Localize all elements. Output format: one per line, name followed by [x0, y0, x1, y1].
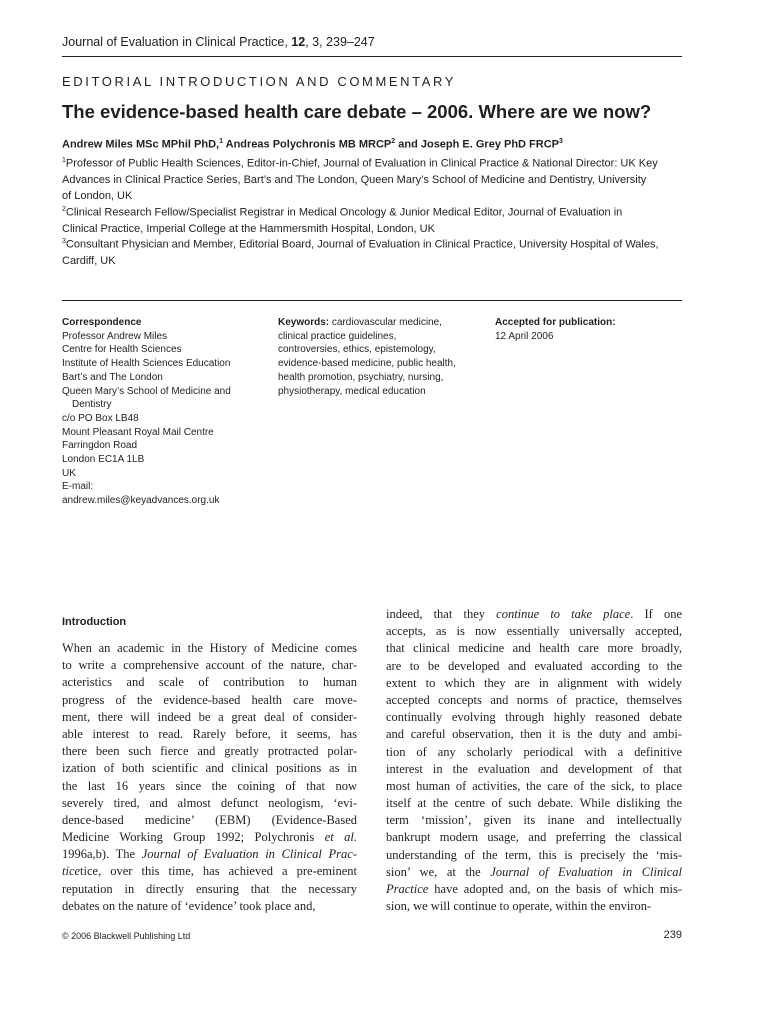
author-affil-mark: 2: [391, 138, 396, 145]
journal-issue-pages: , 3, 239–247: [305, 35, 375, 49]
body-line: ment, there will indeed be a great deal of consider-: [62, 709, 357, 724]
body-line: Practice have adopted and, on the basis of which mis-: [386, 882, 682, 896]
body-line: and careful observation, then it is the duty and ambi-: [386, 727, 682, 742]
affiliation-line: $^3$Consultant Physician and Member, Editorial Board, Journal of Evaluation in Clinical Practice, University Hospital of Wales,: [62, 238, 659, 251]
body-line: acteristics and scale of contribution to human: [62, 675, 357, 690]
affiliation-line: Advances in Clinical Practice Series, Bart’s and The London, Queen Mary’s School of Medicine and Dentistry, University: [62, 173, 647, 186]
body-line: severely tired, and almost defunct neologism, ‘evi-: [62, 795, 357, 810]
affiliation-1: [62, 153, 687, 204]
body-line: extent to which they are in alignment with widely: [386, 675, 682, 690]
journal-citation: [62, 35, 375, 49]
keywords-heading: Keywords:: [278, 317, 330, 328]
body-line: 1996a,b). The Journal of Evaluation in Clinical Prac-: [62, 847, 357, 862]
body-line: ticetice, over this time, has achieved a pre-eminent: [62, 864, 357, 879]
page-number: 239: [663, 929, 682, 941]
keyword-line: physiotherapy, medical education: [278, 385, 426, 397]
et-al: et al.: [324, 830, 358, 845]
keywords-block: [278, 316, 488, 398]
body-line: progress of the evidence-based health care move-: [62, 692, 357, 707]
affiliation-3: [62, 234, 687, 269]
body-line: interest in the evaluation and development of that: [386, 761, 682, 776]
correspondence-line: Queen Mary’s School of Medicine and: [62, 385, 231, 397]
affiliation-mark: 2: [62, 206, 66, 213]
body-line: tion of any scholarly periodical with a definitive: [386, 744, 682, 759]
body-line: bankrupt modern usage, and preferring the classical: [386, 830, 682, 845]
body-line: most human of activities, the care of the sick, to place: [386, 778, 682, 793]
correspondence-line: Professor Andrew Miles: [62, 330, 168, 342]
author-affil-mark: 3: [559, 138, 563, 145]
journal-italic: Journal of Evaluation in Clinical: [490, 864, 682, 879]
affiliation-line: $^2$Clinical Research Fellow/Specialist Registrar in Medical Oncology & Junior Medical Editor, Journal of Evaluation in: [62, 206, 623, 219]
body-line: sion, we will continue to operate, within the environ-: [386, 899, 652, 914]
body-line: are to be developed and evaluated according to the: [386, 658, 682, 673]
affiliation-line: $^1$Professor of Public Health Sciences, Editor-in-Chief, Journal of Evaluation in Clinical Practice & National Director: UK Key: [62, 157, 658, 170]
body-left-column: [62, 640, 357, 915]
author-list: [62, 138, 563, 151]
author-name: and Joseph E. Grey PhD FRCP: [395, 138, 560, 151]
introduction-heading: Introduction: [62, 616, 127, 628]
correspondence-line: Centre for Health Sciences: [62, 344, 182, 356]
correspondence-line: London EC1A 1LB: [62, 454, 145, 466]
accepted-date: 12 April 2006: [495, 330, 554, 342]
keyword-line: health promotion, psychiatry, nursing,: [278, 371, 444, 383]
correspondence-heading: Correspondence: [62, 317, 142, 328]
journal-italic: Journal of Evaluation in Clinical Prac-: [141, 847, 357, 862]
body-line: ization of both scientific and clinical positions as in: [62, 761, 357, 776]
author-affil-mark: 1: [219, 138, 223, 145]
header-rule: [62, 56, 682, 57]
correspondence-line: c/o PO Box LB48: [62, 412, 139, 424]
body-line: Medicine Working Group 1992; Polychronis et al.: [62, 830, 358, 845]
correspondence-line: Bart’s and The London: [62, 371, 163, 383]
metadata-rule: [62, 300, 682, 301]
body-line: dence-based medicine’ (EBM) (Evidence-Based: [62, 812, 357, 827]
affiliation-2: [62, 202, 687, 237]
correspondence-line: E-mail:: [62, 481, 94, 493]
body-line: there been such fierce and greatly protracted polar-: [62, 744, 357, 759]
keyword-line: clinical practice guidelines,: [278, 330, 397, 342]
body-line: that clinical medicine and health care more broadly,: [386, 641, 682, 656]
body-line: continually evolving through highly reasoned debate: [386, 710, 682, 725]
body-line: term ‘mission’, given its inane and intellectually: [386, 813, 682, 828]
affiliation-line: Cardiff, UK: [62, 254, 116, 267]
journal-italic: tice: [62, 864, 81, 879]
affiliation-line: of London, UK: [62, 189, 133, 202]
keyword-line: cardiovascular medicine,: [331, 317, 442, 328]
journal-name: Journal of Evaluation in Clinical Practice,: [62, 35, 288, 49]
body-line: debates on the nature of ‘evidence’ took place and,: [62, 898, 316, 913]
affiliation-mark: 1: [62, 157, 66, 164]
correspondence-line: Dentistry: [72, 399, 112, 411]
body-line: sion’ we, at the Journal of Evaluation in Clinical: [386, 864, 682, 879]
journal-italic: Practice: [386, 882, 429, 896]
body-line: reputation in directly ensuring that the necessary: [62, 881, 357, 896]
accepted-heading: Accepted for publication:: [495, 317, 616, 328]
keyword-line: evidence-based medicine, public health,: [278, 358, 456, 370]
body-line: accepted concepts and norms of practice, themselves: [386, 692, 682, 707]
body-line: able interest to read. Rarely before, it seems, has: [62, 726, 357, 741]
email-link[interactable]: andrew.miles@keyadvances.org.uk: [62, 495, 220, 507]
correspondence-line: Farringdon Road: [62, 440, 138, 452]
correspondence-line: UK: [62, 467, 76, 479]
section-label: EDITORIAL INTRODUCTION AND COMMENTARY: [62, 74, 457, 89]
body-line: indeed, that they continue to take place. If one: [386, 607, 682, 621]
author-name: Andrew Miles MSc MPhil PhD,: [62, 138, 220, 151]
affiliation-mark: 3: [62, 238, 66, 245]
body-line: understanding of the term, this is precisely the ‘mis-: [386, 847, 682, 862]
body-line: the last 16 years since the coining of that now: [62, 778, 357, 793]
accepted-block: [495, 316, 685, 343]
correspondence-block: [62, 316, 272, 508]
italic-phrase: continue to take place: [496, 607, 631, 621]
body-line: When an academic in the History of Medicine comes: [62, 641, 357, 655]
copyright-notice: © 2006 Blackwell Publishing Ltd: [62, 931, 191, 941]
keyword-line: controversies, ethics, epistemology,: [278, 344, 436, 356]
affiliation-line: Clinical Practice, Imperial College at the Hammersmith Hospital, London, UK: [62, 222, 435, 235]
correspondence-line: Institute of Health Sciences Education: [62, 358, 231, 370]
article-title: The evidence-based health care debate – 2006. Where are we now?: [62, 101, 652, 122]
body-right-column: [386, 606, 682, 915]
body-line: accepts, as is now essentially universally accepted,: [386, 624, 682, 639]
body-line: to write a comprehensive account of the nature, char-: [62, 658, 357, 673]
correspondence-line: Mount Pleasant Royal Mail Centre: [62, 426, 214, 438]
body-line: itself at the centre of such debate. While disliking the: [386, 796, 682, 811]
author-name: Andreas Polychronis MB MRCP: [222, 138, 392, 151]
journal-volume: 12: [291, 35, 306, 49]
